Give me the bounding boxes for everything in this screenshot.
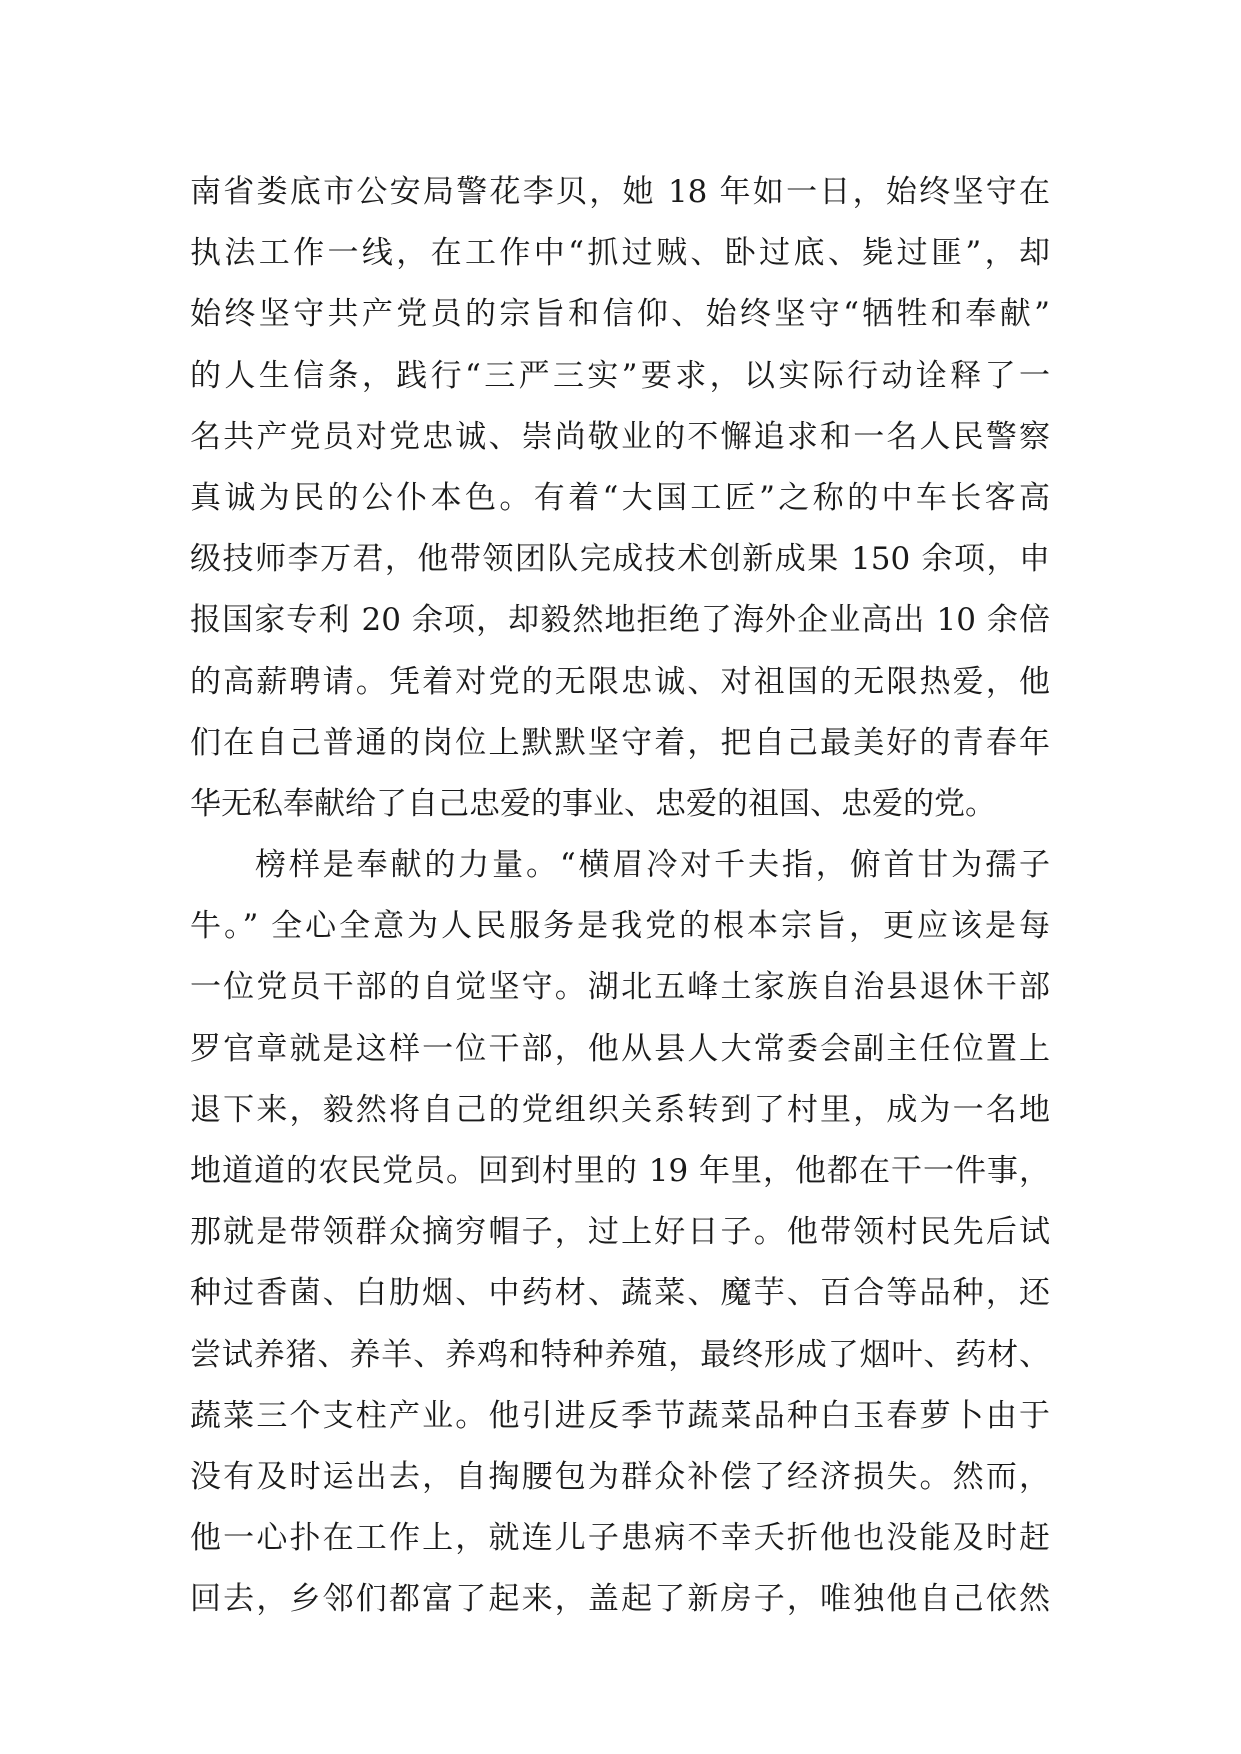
text-line: 他一心扑在工作上，就连儿子患病不幸夭折他也没能及时赶 [190,1520,1050,1557]
text-line: 真诚为民的公仆本色。有着“大国工匠”之称的中车长客高 [190,479,1050,516]
text-line: 报国家专利 20 余项，却毅然地拒绝了海外企业高出 10 余倍 [190,602,1050,639]
text-line: 名共产党员对党忠诚、崇尚敬业的不懈追求和一名人民警察 [190,418,1050,455]
text-line: 级技师李万君，他带领团队完成技术创新成果 150 余项，申 [190,541,1050,578]
text-line: 地道道的农民党员。回到村里的 19 年里，他都在干一件事， [190,1153,1050,1189]
text-line: 的人生信条，践行“三严三实”要求，以实际行动诠释了一 [190,357,1050,394]
text-line: 的高薪聘请。凭着对党的无限忠诚、对祖国的无限热爱，他 [190,663,1050,700]
paragraph-end-line: 华无私奉献给了自己忠爱的事业、忠爱的祖国、忠爱的党。 [190,785,996,822]
text-line: 一位党员干部的自觉坚守。湖北五峰土家族自治县退休干部 [190,969,1050,1006]
text-line: 南省娄底市公安局警花李贝，她 18 年如一日，始终坚守在 [190,174,1050,210]
text-line: 牛。” 全心全意为人民服务是我党的根本宗旨，更应该是每 [190,908,1050,945]
text-line: 始终坚守共产党员的宗旨和信仰、始终坚守“牺牲和奉献” [190,296,1050,333]
text-line: 种过香菌、白肋烟、中药材、蔬菜、魔芋、百合等品种，还 [190,1275,1050,1312]
text-line: 那就是带领群众摘穷帽子，过上好日子。他带领村民先后试 [190,1214,1050,1251]
text-line: 罗官章就是这样一位干部，他从县人大常委会副主任位置上 [190,1030,1050,1067]
text-line: 执法工作一线，在工作中“抓过贼、卧过底、毙过匪”，却 [190,235,1050,272]
paragraph-first-line: 榜样是奉献的力量。“横眉冷对千夫指，俯首甘为孺子 [255,847,1050,884]
text-line: 蔬菜三个支柱产业。他引进反季节蔬菜品种白玉春萝卜由于 [190,1397,1050,1434]
body-text [190,162,1050,1631]
text-line: 们在自己普通的岗位上默默坚守着，把自己最美好的青春年 [190,724,1050,761]
text-line: 没有及时运出去，自掏腰包为群众补偿了经济损失。然而， [190,1458,1050,1495]
text-line: 尝试养猪、养羊、养鸡和特种养殖，最终形成了烟叶、药材、 [190,1336,1050,1373]
text-line: 退下来，毅然将自己的党组织关系转到了村里，成为一名地 [190,1091,1050,1128]
text-line: 回去，乡邻们都富了起来，盖起了新房子，唯独他自己依然 [190,1581,1050,1618]
